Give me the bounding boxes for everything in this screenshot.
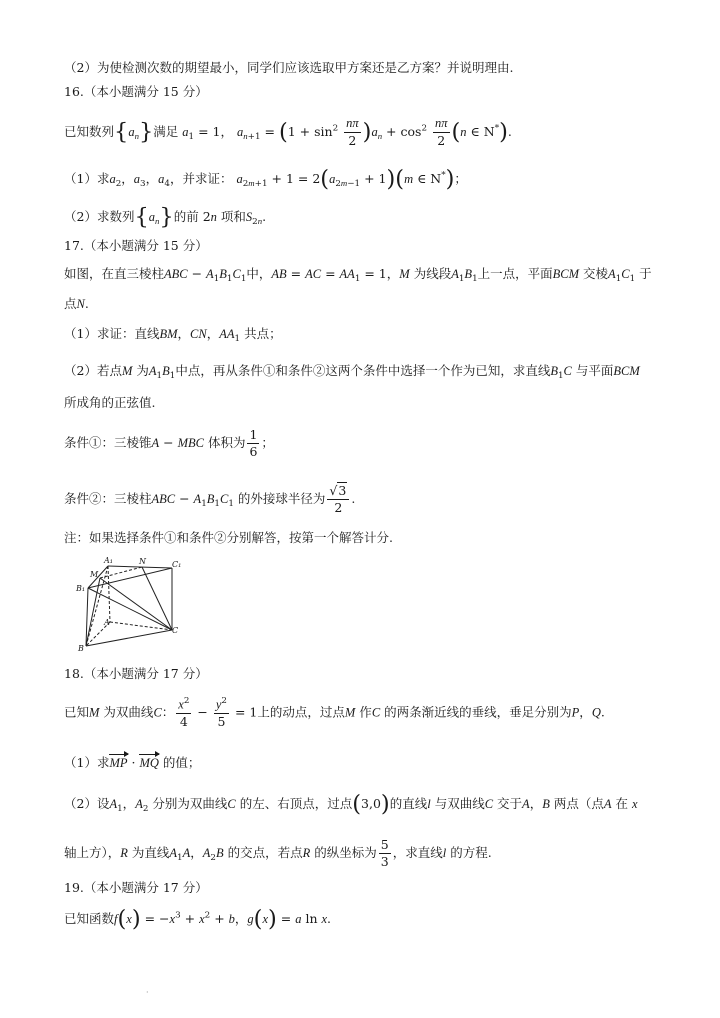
q18-title: 18.（本小题满分 17 分） [64,666,208,681]
label-a1: A₁ [104,556,113,565]
q16-part2: （2）求数列$\{a_n\}$的前 2n 项和$S_{2n}$. [64,204,267,230]
q18-part2-line2: 轴上方），R 为直线$A_1A$，$A_2B$ 的交点，若点R 的纵坐标为 $\frac{5}{3}$ ，求直线l 的方程. [64,837,492,869]
label-b: B [78,644,84,653]
q17-part2-line2: 所成角的正弦值. [64,395,156,410]
q16-title: 16.（本小题满分 15 分） [64,84,208,99]
q17-cond1: 条件①：三棱锥A − MBC 体积为 $\frac{1}{6}$ ； [64,427,274,459]
q18-part2-line1: （2）设$A_1$，$A_2$ 分别为双曲线C 的左、右顶点，过点(3,0)的直线l 与双曲线C 交于A，B 两点（点A 在 x [64,791,638,817]
q19-title: 19.（本小题满分 17 分） [64,880,208,895]
footer-dot: · [146,988,149,997]
q17-line2: 点N. [64,296,89,311]
q18-line1: 已知M 为双曲线C： $\frac{x^2}{4}$ − $\frac{y^2}{5}$ = 1上的动点，过点M 作C 的两条渐近线的垂线，垂足分别为P，Q. [64,696,605,729]
prism-figure [64,556,190,660]
label-m: M [90,570,99,579]
q16-part1: （1）求$a_2$，$a_3$，$a_4$，并求证： $a_{2m+1} + 1 = 2(a_{2m-1} + 1)(m$ ∈ N*)； [64,166,467,192]
q19-line1: 已知函数$f(x) = -x^3 + x^2 + b$，g(x) = a ln x. [64,906,332,932]
q18-part1: （1）求MP · MQ 的值； [64,755,201,770]
q16-statement: 已知数列$\{a_n\}$满足 $a_1 = 1$， $a_{n+1} = (1 + \sin^2$ $\frac{n\pi}{2}$ )$a_n + \cos^2$ $\frac{n\pi}{2}$ (n ∈ N*). [64,116,512,148]
label-c1: C₁ [172,560,182,569]
q17-part1: （1）求证：直线BM，CN，$AA_1$ 共点； [64,326,282,345]
q17-note: 注：如果选择条件①和条件②分别解答，按第一个解答计分. [64,530,393,545]
label-b1: B₁ [76,584,86,593]
q15-part2: （2）为使检测次数的期望最小，同学们应该选取甲方案还是乙方案？并说明理由. [64,60,514,75]
q17-title: 17.（本小题满分 15 分） [64,238,208,253]
q17-line1: 如图，在直三棱柱ABC − $A_1B_1C_1$中，AB = AC = $AA_1 = 1$，M 为线段$A_1B_1$上一点，平面BCM 交棱$A_1C_1$ 于 [64,266,652,285]
label-c: C [172,626,179,635]
label-n: N [139,557,146,566]
label-a: A [104,618,110,627]
q17-part2-line1: （2）若点M 为$A_1B_1$中点，再从条件①和条件②这两个条件中选择一个作为已知，求直线$B_1C$ 与平面BCM [64,363,640,382]
q17-cond2: 条件②：三棱柱ABC − $A_1B_1C_1$ 的外接球半径为 $\frac{√3}{2}$ . [64,483,356,515]
